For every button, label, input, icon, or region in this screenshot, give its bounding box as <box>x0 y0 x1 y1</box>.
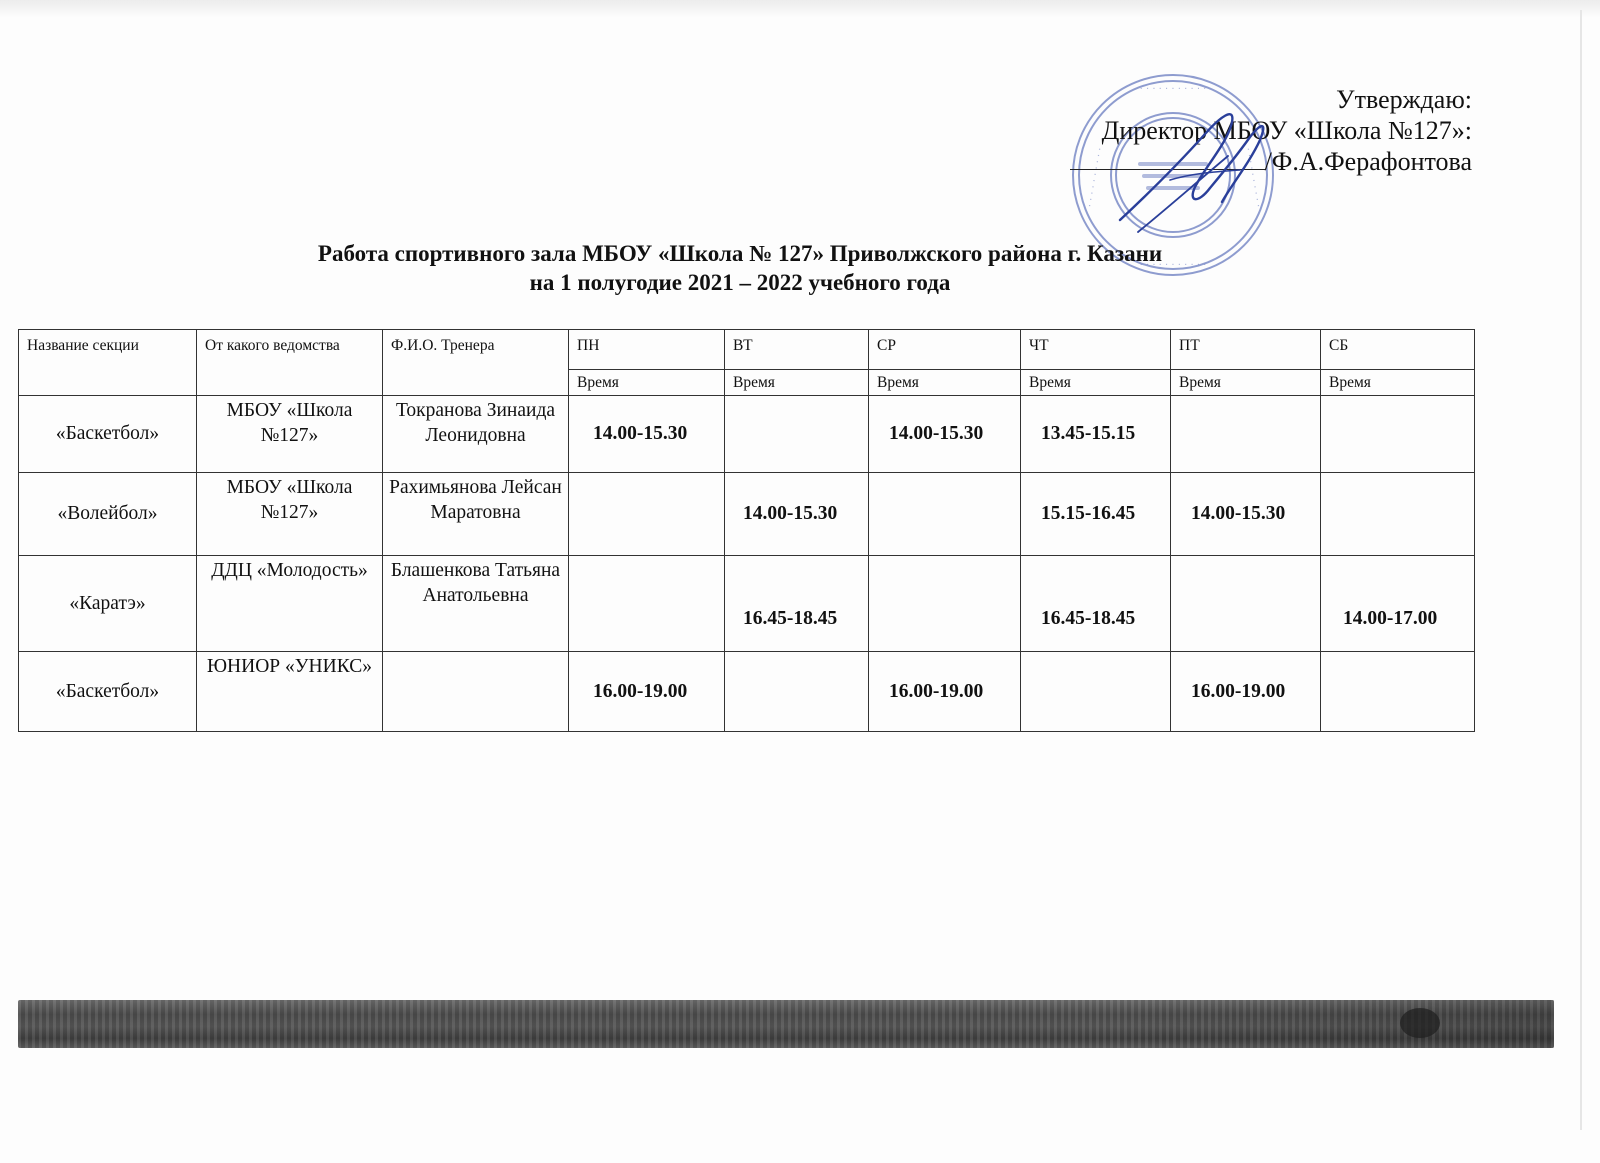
header-day: ПТ <box>1171 330 1321 370</box>
header-day: ПН <box>569 330 725 370</box>
header-day: ВТ <box>725 330 869 370</box>
time-cell <box>725 652 869 732</box>
scan-edge <box>1580 10 1582 1130</box>
header-time: Время <box>725 370 869 396</box>
svg-text:· · · · · · · · · ·: · · · · · · · · · · <box>1084 146 1107 209</box>
scan-edge <box>0 0 1600 18</box>
header-time: Время <box>869 370 1021 396</box>
title-line-2: на 1 полугодие 2021 – 2022 учебного года <box>529 270 951 295</box>
time-cell <box>869 473 1021 556</box>
time-cell: 16.00-19.00 <box>869 652 1021 732</box>
time-cell: 15.15-16.45 <box>1021 473 1171 556</box>
time-cell <box>569 556 725 652</box>
svg-text:· · · · · · · · · · ·: · · · · · · · · · · · <box>1139 260 1207 271</box>
section-cell: «Баскетбол» <box>19 652 197 732</box>
department-cell: ДДЦ «Молодость» <box>197 556 383 652</box>
department-cell: МБОУ «Школа №127» <box>197 396 383 473</box>
time-cell: 14.00-15.30 <box>869 396 1021 473</box>
time-cell: 16.45-18.45 <box>725 556 869 652</box>
approver-name: /Ф.А.Ферафонтова <box>1264 147 1472 176</box>
time-cell: 14.00-15.30 <box>725 473 869 556</box>
time-cell: 14.00-15.30 <box>569 396 725 473</box>
scan-artifact-shade <box>1120 1000 1554 1048</box>
header-day: СБ <box>1321 330 1475 370</box>
header-row <box>19 330 1475 370</box>
section-cell: «Волейбол» <box>19 473 197 556</box>
department-cell: МБОУ «Школа №127» <box>197 473 383 556</box>
header-section: Название секции <box>19 330 197 396</box>
time-cell <box>569 473 725 556</box>
time-cell <box>869 556 1021 652</box>
header-time: Время <box>1171 370 1321 396</box>
coach-cell <box>383 652 569 732</box>
time-cell <box>1321 396 1475 473</box>
header-time: Время <box>1021 370 1171 396</box>
time-cell: 16.00-19.00 <box>569 652 725 732</box>
time-cell: 16.00-19.00 <box>1171 652 1321 732</box>
table-row <box>19 473 1475 556</box>
section-cell: «Каратэ» <box>19 556 197 652</box>
table-row <box>19 396 1475 473</box>
table-row <box>19 556 1475 652</box>
time-cell <box>1171 556 1321 652</box>
document-title <box>0 239 1480 297</box>
signature <box>1110 92 1280 242</box>
time-cell: 16.45-18.45 <box>1021 556 1171 652</box>
time-cell: 13.45-15.15 <box>1021 396 1171 473</box>
time-cell: 14.00-15.30 <box>1171 473 1321 556</box>
coach-cell: Токранова Зинаида Леонидовна <box>383 396 569 473</box>
header-time: Время <box>1321 370 1475 396</box>
approval-position: Директор МБОУ «Школа №127»: <box>1101 116 1472 145</box>
department-cell: ЮНИОР «УНИКС» <box>197 652 383 732</box>
section-cell: «Баскетбол» <box>19 396 197 473</box>
time-cell <box>1321 652 1475 732</box>
approval-title: Утверждаю: <box>1336 85 1472 114</box>
header-day: ЧТ <box>1021 330 1171 370</box>
header-coach: Ф.И.О. Тренера <box>383 330 569 396</box>
header-department: От какого ведомства <box>197 330 383 396</box>
table-row <box>19 652 1475 732</box>
coach-cell: Рахимьянова Лейсан Маратовна <box>383 473 569 556</box>
time-cell <box>1321 473 1475 556</box>
time-cell: 14.00-17.00 <box>1321 556 1475 652</box>
header-day: СР <box>869 330 1021 370</box>
schedule-table <box>18 329 1475 732</box>
time-cell <box>1171 396 1321 473</box>
header-time: Время <box>569 370 725 396</box>
coach-cell: Блашенкова Татьяна Анатольевна <box>383 556 569 652</box>
time-cell <box>725 396 869 473</box>
scan-artifact-blot <box>1400 1008 1440 1038</box>
title-line-1: Работа спортивного зала МБОУ «Школа № 127» Приволжского района г. Казани <box>317 241 1163 266</box>
svg-text:· · · · · · · · · · ·: · · · · · · · · · · · <box>1139 84 1207 95</box>
svg-text:· · · · · · · · · ·: · · · · · · · · · · <box>1241 146 1264 209</box>
time-cell <box>1021 652 1171 732</box>
